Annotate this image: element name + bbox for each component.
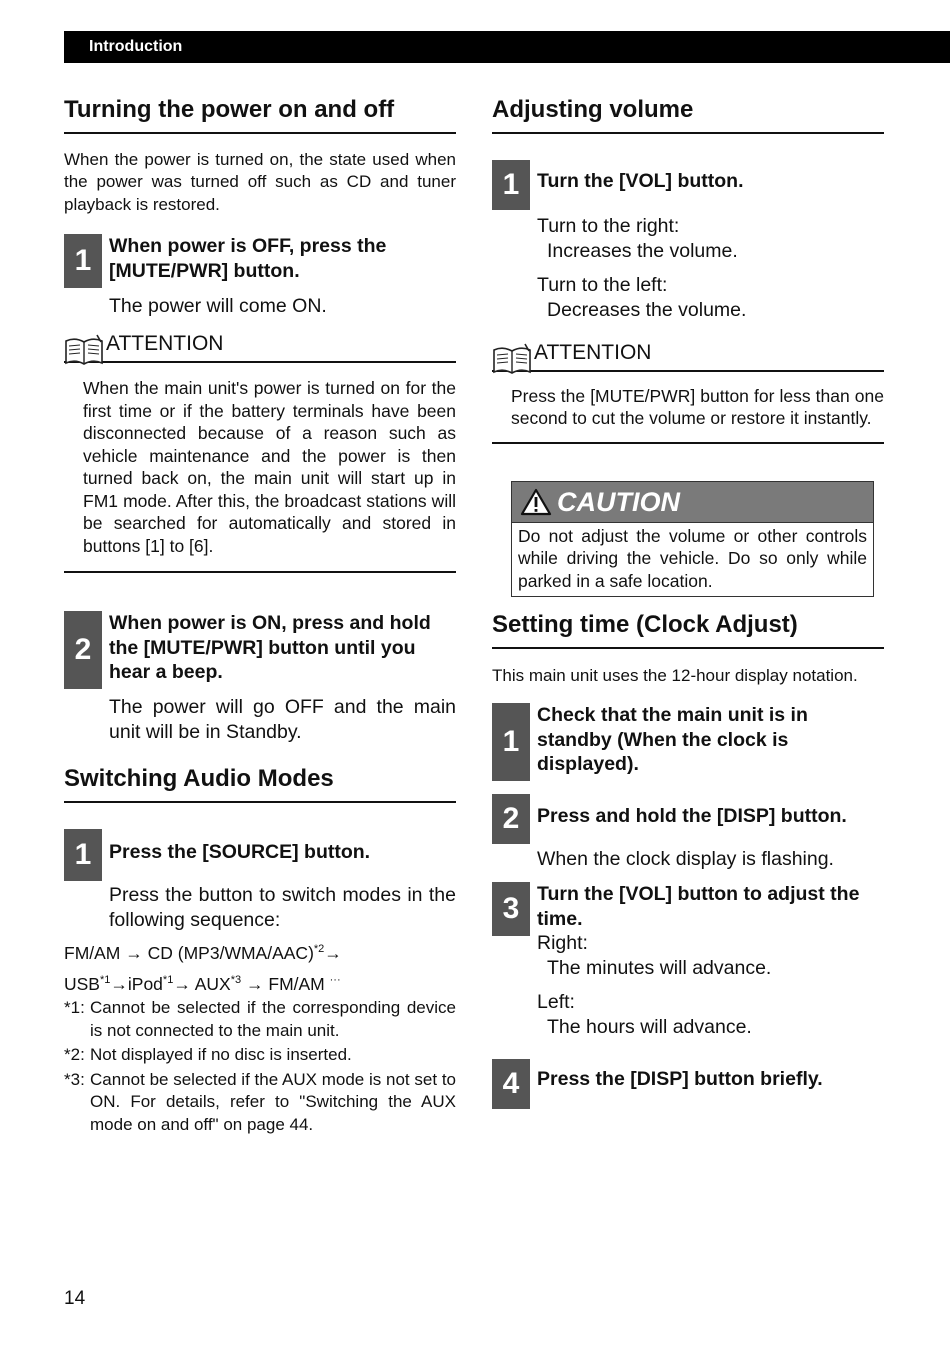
step-number: 1: [492, 703, 530, 781]
caution-box: [511, 481, 874, 598]
clock-right-desc: The minutes will advance.: [547, 957, 772, 980]
attention-label: ATTENTION: [106, 332, 224, 356]
attention-label: ATTENTION: [534, 340, 652, 364]
footnote-mark: *3:: [64, 1069, 85, 1089]
section-header-label: Introduction: [89, 38, 183, 55]
footnote-text: Cannot be selected if the corresponding device is not connected to the main unit.: [90, 998, 456, 1040]
attention-header: [492, 340, 884, 372]
step-number: 1: [64, 829, 102, 881]
power-section-title: Turning the power on and off: [64, 96, 456, 134]
step-number: 1: [492, 160, 530, 210]
volume-section-title: Adjusting volume: [492, 96, 884, 134]
right-column: [492, 96, 884, 1109]
clock-section-title: Setting time (Clock Adjust): [492, 611, 884, 649]
footnote-text: Not displayed if no disc is inserted.: [90, 1045, 352, 1065]
attention-header: [64, 331, 456, 363]
step-body: The power will go OFF and the main unit will be in Standby.: [109, 696, 456, 744]
step-title: Check that the main unit is in standby (When the clock is displayed).: [537, 704, 808, 776]
divider: [64, 571, 456, 573]
caution-header: [512, 482, 873, 523]
step-number: 1: [64, 234, 102, 288]
seq-aux: AUX: [194, 973, 231, 994]
clock-step-3: [492, 882, 884, 936]
caution-text: Do not adjust the volume or other controls while driving the vehicle. Do so only while parked in a safe location.: [518, 525, 867, 591]
power-step-1: [64, 234, 456, 288]
section-header-bar: [64, 31, 950, 63]
warning-triangle-icon: [520, 488, 552, 516]
footnote-ref: *1: [162, 973, 174, 986]
clock-step-4: [492, 1059, 884, 1109]
vol-left-desc: Decreases the volume.: [547, 298, 747, 321]
step-number: 4: [492, 1059, 530, 1109]
ellipsis: ···: [329, 973, 341, 986]
clock-intro: This main unit uses the 12-hour display notation.: [492, 665, 858, 685]
footnote-mark: *2:: [64, 1045, 85, 1065]
vol-left-label: Turn to the left:: [537, 273, 668, 296]
footnote-ref: *2: [313, 942, 325, 955]
step-title: Press the [SOURCE] button.: [109, 840, 371, 863]
step-title: Press the [DISP] button briefly.: [537, 1068, 823, 1091]
step-number: 2: [492, 794, 530, 844]
arrow-icon: →: [246, 973, 264, 994]
step-body: When the clock display is flashing.: [537, 848, 834, 871]
step-number: 2: [64, 611, 102, 689]
footnote: [64, 1069, 456, 1137]
mode-sequence: [64, 936, 456, 998]
audio-step-1: [64, 829, 456, 881]
clock-step-2: [492, 794, 884, 844]
footnote-ref: *1: [99, 973, 111, 986]
power-intro: When the power is turned on, the state used when the power was turned off such as CD and tuner playback is restored.: [64, 149, 456, 214]
step-title: Turn the [VOL] button.: [537, 169, 744, 192]
vol-right-label: Turn to the right:: [537, 214, 680, 237]
book-icon: [64, 333, 104, 367]
seq-fmam: FM/AM: [64, 942, 121, 963]
arrow-icon: →: [110, 973, 128, 994]
step-title: Press and hold the [DISP] button.: [537, 805, 847, 828]
power-step-2: [64, 611, 456, 689]
audio-section-title: Switching Audio Modes: [64, 765, 456, 803]
volume-step-1: [492, 160, 884, 210]
footnote-text: Cannot be selected if the AUX mode is not set to ON. For details, refer to "Switching the AUX mode on and off" on page 44.: [90, 1069, 456, 1134]
footnotes: [64, 997, 456, 1136]
clock-step-1: [492, 703, 884, 781]
footnote-ref: *3: [230, 973, 242, 986]
footnote: [64, 997, 456, 1042]
left-column: [64, 96, 456, 1136]
step-title: Turn the [VOL] button to adjust the time.: [537, 883, 860, 930]
vol-right-desc: Increases the volume.: [547, 239, 738, 262]
arrow-icon: →: [173, 973, 191, 994]
seq-usb: USB: [64, 973, 100, 994]
attention-text: When the main unit's power is turned on for the first time or if the battery terminals have been disconnected because of a reason such as vehicle maintenance and the power is then turned back on, the main unit will start up in FM1 mode. After this, the broadcast stations will be searched for automatically and stored in buttons [1] to [6].: [83, 378, 456, 556]
step-body: Press the button to switch modes in the following sequence:: [109, 883, 456, 931]
divider: [492, 442, 884, 444]
step-body: The power will come ON.: [109, 295, 327, 318]
clock-left-desc: The hours will advance.: [547, 1016, 752, 1039]
attention-text: Press the [MUTE/PWR] button for less than one second to cut the volume or restore it instantly.: [511, 385, 884, 429]
seq-cd: CD (MP3/WMA/AAC): [147, 942, 314, 963]
step-title: When power is ON, press and hold the [MUTE/PWR] button until you hear a beep.: [109, 612, 431, 684]
arrow-icon: →: [125, 942, 143, 963]
footnote: [64, 1044, 456, 1067]
page-number: 14: [64, 1288, 86, 1309]
step-title: When power is OFF, press the [MUTE/PWR] button.: [109, 235, 387, 282]
arrow-icon: →: [324, 942, 342, 963]
book-icon: [492, 342, 532, 376]
caution-label: CAUTION: [557, 486, 680, 517]
clock-right-label: Right:: [537, 932, 588, 955]
seq-fmam: FM/AM: [268, 973, 325, 994]
footnote-mark: *1:: [64, 998, 85, 1018]
seq-ipod: iPod: [127, 973, 163, 994]
step-number: 3: [492, 882, 530, 936]
clock-left-label: Left:: [537, 991, 575, 1014]
